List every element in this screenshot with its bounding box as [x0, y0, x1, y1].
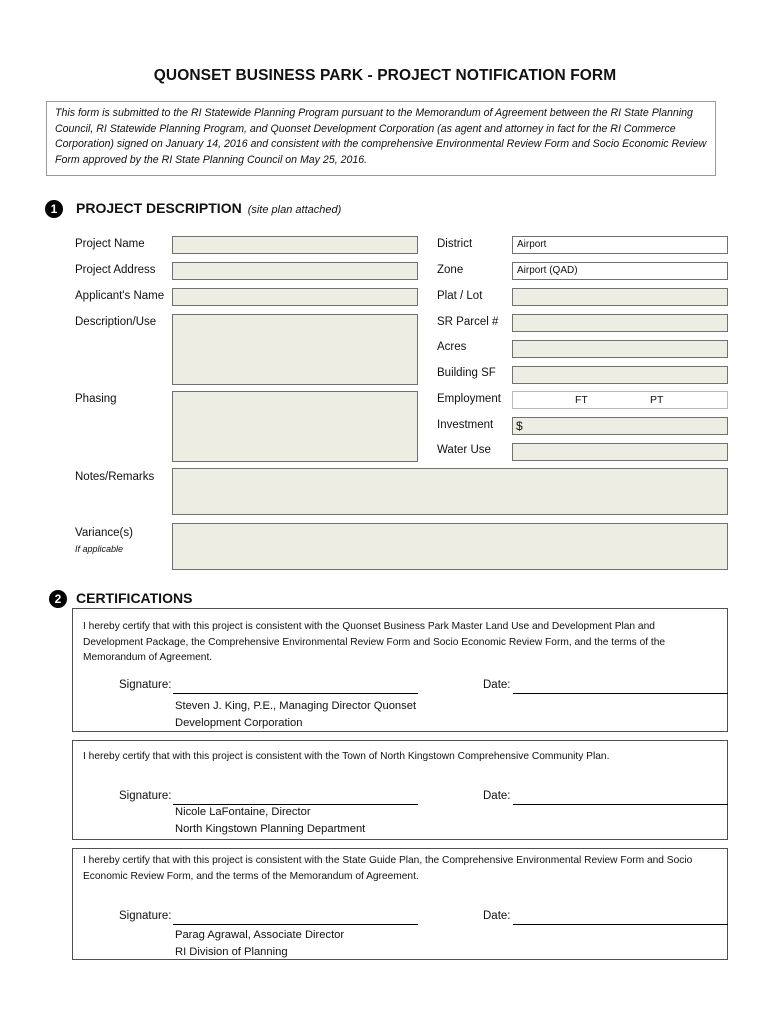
signer-name-1: Steven J. King, P.E., Managing Director Quonset	[175, 700, 417, 712]
description-use-field[interactable]	[172, 314, 418, 385]
project-name-label: Project Name	[75, 238, 145, 250]
project-name-field[interactable]	[172, 236, 418, 254]
zone-value: Airport (QAD)	[517, 265, 578, 276]
employment-pt-label: PT	[650, 394, 664, 406]
page-title: QUONSET BUSINESS PARK - PROJECT NOTIFICATION FORM	[153, 67, 617, 84]
investment-dollar-prefix: $	[516, 419, 523, 433]
zone-field[interactable]	[512, 262, 728, 280]
notes-remarks-label: Notes/Remarks	[75, 471, 155, 483]
section-1-title: PROJECT DESCRIPTION	[76, 200, 242, 216]
certification-text-3: I hereby certify that with this project is consistent with the State Guide Plan, the Comprehensive Environmental Review Form and Socio Economic Review Form, and the terms of the Memorandum of Agreement.	[83, 855, 693, 882]
employment-label: Employment	[437, 393, 501, 405]
phasing-label: Phasing	[75, 393, 117, 405]
section-2-title: CERTIFICATIONS	[76, 590, 193, 606]
acres-field[interactable]	[512, 340, 728, 358]
phasing-field[interactable]	[172, 391, 418, 462]
investment-field[interactable]	[512, 417, 728, 435]
signer-org-3: RI Division of Planning	[175, 946, 288, 958]
date-line-3[interactable]	[513, 924, 728, 925]
certification-text-2: I hereby certify that with this project is consistent with the Town of North Kingstown Comprehensive Community Plan.	[83, 751, 610, 762]
district-value: Airport	[517, 239, 547, 250]
notes-remarks-field[interactable]	[172, 468, 728, 515]
date-label-1: Date:	[483, 679, 511, 691]
investment-label: Investment	[437, 419, 494, 431]
applicant-name-label: Applicant's Name	[75, 290, 165, 302]
section-number-1-icon: 1	[45, 200, 63, 218]
acres-label: Acres	[437, 341, 467, 353]
signature-line-1[interactable]	[173, 693, 418, 694]
zone-label: Zone	[437, 264, 464, 276]
building-sf-label: Building SF	[437, 367, 496, 379]
section-1-header	[76, 200, 341, 218]
sr-parcel-field[interactable]	[512, 314, 728, 332]
variances-field[interactable]	[172, 523, 728, 570]
project-address-field[interactable]	[172, 262, 418, 280]
applicant-name-field[interactable]	[172, 288, 418, 306]
water-use-label: Water Use	[437, 444, 491, 456]
district-label: District	[437, 238, 473, 250]
signer-name-3: Parag Agrawal, Associate Director	[175, 929, 345, 941]
plat-lot-label: Plat / Lot	[437, 290, 483, 302]
variances-label: Variance(s)	[75, 527, 133, 539]
variances-note: If applicable	[75, 544, 124, 554]
date-line-2[interactable]	[513, 804, 728, 805]
section-number-2-icon: 2	[49, 590, 67, 608]
sr-parcel-label: SR Parcel #	[437, 316, 499, 328]
project-address-label: Project Address	[75, 264, 156, 276]
signature-label-2: Signature:	[119, 790, 172, 802]
description-use-label: Description/Use	[75, 316, 157, 328]
district-field[interactable]	[512, 236, 728, 254]
signature-label-3: Signature:	[119, 910, 172, 922]
signature-label-1: Signature:	[119, 679, 172, 691]
intro-paragraph: This form is submitted to the RI Statewide Planning Program pursuant to the Memorandum of Agreement between the RI State Planning Council, RI Statewide Planning Program, and Quonset Development Corporation (as agent and attorney in fact for the RI Commerce Corporation) signed on January 14, 2016 and consistent with the comprehensive Environmental Review Form and Socio Economic Review Form approved by the RI State Planning Council on May 25, 2016.	[46, 101, 716, 176]
certification-box-1	[72, 608, 728, 732]
date-label-2: Date:	[483, 790, 511, 802]
certification-box-2	[72, 740, 728, 840]
building-sf-field[interactable]	[512, 366, 728, 384]
date-line-1[interactable]	[513, 693, 728, 694]
date-label-3: Date:	[483, 910, 511, 922]
section-1-subtitle: (site plan attached)	[247, 204, 342, 216]
certification-box-3	[72, 848, 728, 960]
plat-lot-field[interactable]	[512, 288, 728, 306]
signer-org-2: North Kingstown Planning Department	[175, 823, 366, 835]
signature-line-3[interactable]	[173, 924, 418, 925]
certification-text-1: I hereby certify that with this project is consistent with the Quonset Business Park Master Land Use and Development Plan and Development Package, the Comprehensive Environmental Review Form and Socio Economic Review Form, and the terms of the Memorandum of Agreement.	[83, 621, 666, 663]
signer-org-1: Development Corporation	[175, 717, 303, 729]
employment-field[interactable]	[512, 391, 728, 409]
signer-name-2: Nicole LaFontaine, Director	[175, 806, 311, 818]
employment-ft-label: FT	[575, 394, 588, 406]
water-use-field[interactable]	[512, 443, 728, 461]
